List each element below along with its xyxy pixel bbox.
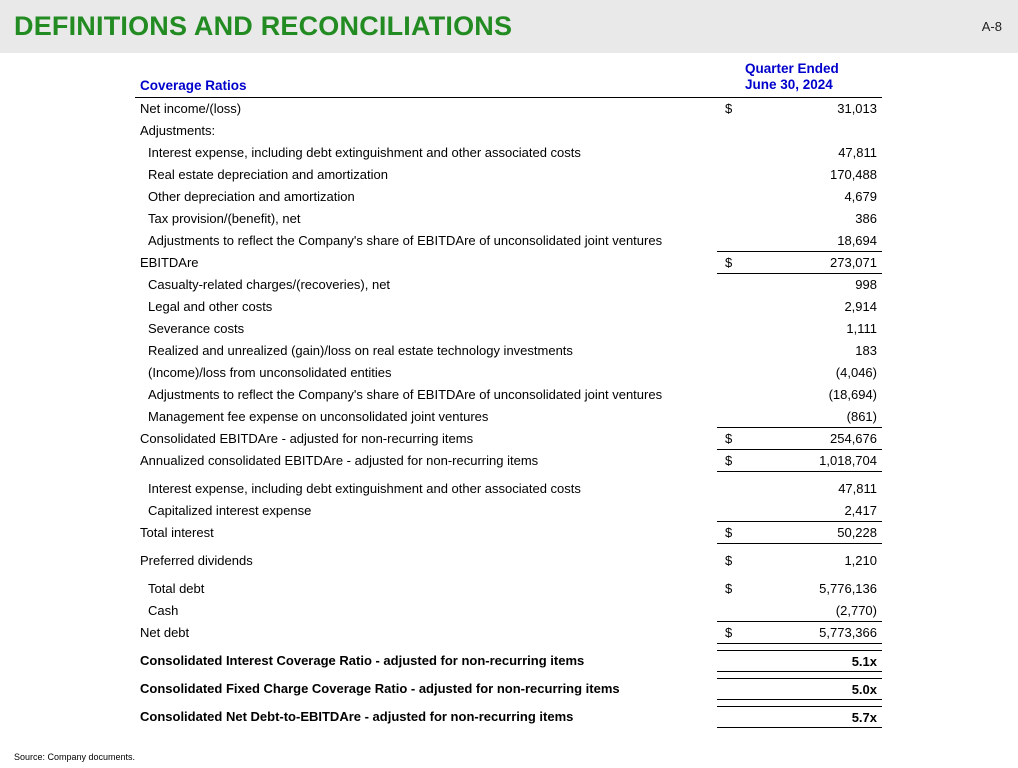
table-row [135, 522, 882, 544]
row-value-group [717, 296, 882, 318]
table-row [135, 98, 882, 120]
row-label: Other depreciation and amortization [148, 189, 355, 204]
row-label: Net debt [140, 625, 190, 640]
row-label: Interest expense, including debt extinguishment and other associated costs [148, 481, 581, 496]
row-value: 170,488 [830, 167, 877, 182]
row-value: 998 [855, 277, 877, 292]
row-label: Adjustments to reflect the Company's share of EBITDAre of unconsolidated joint ventures [148, 387, 663, 402]
row-value-group [717, 706, 882, 728]
row-value-group [717, 450, 882, 472]
column-header-period [717, 61, 882, 93]
table-row [135, 478, 882, 500]
row-value-group [717, 208, 882, 230]
row-label: Total interest [140, 525, 214, 540]
row-value: 18,694 [837, 233, 877, 248]
table-row [135, 296, 882, 318]
table-row [135, 208, 882, 230]
row-label: Consolidated Fixed Charge Coverage Ratio - adjusted for non-recurring items [140, 681, 620, 696]
source-note: Source: Company documents. [14, 752, 136, 762]
row-value: 47,811 [838, 481, 877, 496]
row-label: Capitalized interest expense [148, 503, 312, 518]
row-label: Annualized consolidated EBITDAre - adjusted for non-recurring items [140, 453, 539, 468]
row-value: 5,776,136 [819, 581, 877, 596]
table-row [135, 340, 882, 362]
row-value-group [717, 522, 882, 544]
row-value-group [717, 340, 882, 362]
dollar-sign: $ [725, 431, 733, 446]
row-label: EBITDAre [140, 255, 199, 270]
row-value-group [717, 600, 882, 622]
row-value: 1,018,704 [819, 453, 877, 468]
dollar-sign: $ [725, 525, 733, 540]
table-row [135, 450, 882, 472]
row-value-group [717, 186, 882, 208]
row-value: 31,013 [837, 101, 877, 116]
period-header-line-2: June 30, 2024 [745, 77, 833, 92]
table-row [135, 622, 882, 644]
row-value: 273,071 [830, 255, 877, 270]
table-row [135, 164, 882, 186]
table-row [135, 186, 882, 208]
table-row [135, 362, 882, 384]
row-value: 5,773,366 [819, 625, 877, 640]
row-value-group [717, 120, 882, 142]
row-value-group [717, 578, 882, 600]
row-value-group [717, 362, 882, 384]
row-value-group [717, 142, 882, 164]
page-title: DEFINITIONS AND RECONCILIATIONS [14, 11, 513, 41]
table-row [135, 142, 882, 164]
row-value: 47,811 [838, 145, 877, 160]
table-row [135, 578, 882, 600]
table-row [135, 550, 882, 572]
row-label: Consolidated Interest Coverage Ratio - adjusted for non-recurring items [140, 653, 585, 668]
row-value-group [717, 650, 882, 672]
table-row [135, 650, 882, 672]
row-value: 183 [855, 343, 877, 358]
row-value: 2,417 [844, 503, 877, 518]
row-value-group [717, 230, 882, 252]
row-value-group [717, 318, 882, 340]
table-row [135, 252, 882, 274]
row-value-group [717, 274, 882, 296]
dollar-sign: $ [725, 453, 733, 468]
row-label: Cash [148, 603, 179, 618]
table-row [135, 406, 882, 428]
period-header-line-1: Quarter Ended [745, 61, 839, 76]
table-body [135, 98, 882, 728]
table-row [135, 428, 882, 450]
row-label: Adjustments to reflect the Company's share of EBITDAre of unconsolidated joint ventures [148, 233, 663, 248]
dollar-sign: $ [725, 625, 733, 640]
row-label: Preferred dividends [140, 553, 253, 568]
row-label: Net income/(loss) [140, 101, 242, 116]
table-row [135, 384, 882, 406]
row-value-group [717, 406, 882, 428]
row-label: Adjustments: [140, 123, 216, 138]
dollar-sign: $ [725, 255, 733, 270]
row-value: 5.0x [851, 682, 877, 697]
row-value: 386 [855, 211, 877, 226]
row-value: (2,770) [835, 603, 877, 618]
table-row [135, 230, 882, 252]
row-value: 1,210 [844, 553, 877, 568]
row-value: 1,111 [846, 321, 877, 336]
row-value: 5.1x [851, 654, 877, 669]
row-label: Consolidated EBITDAre - adjusted for non-recurring items [140, 431, 474, 446]
row-value-group [717, 500, 882, 522]
column-header-coverage-ratios: Coverage Ratios [140, 78, 247, 93]
row-label: Casualty-related charges/(recoveries), net [148, 277, 391, 292]
row-label: Legal and other costs [148, 299, 273, 314]
row-label: Real estate depreciation and amortization [148, 167, 388, 182]
row-value-group [717, 98, 882, 120]
row-value-group [717, 622, 882, 644]
dollar-sign: $ [725, 581, 733, 596]
row-value: (18,694) [828, 387, 877, 402]
row-value-group [717, 678, 882, 700]
dollar-sign: $ [725, 101, 733, 116]
table-row [135, 706, 882, 728]
page-number: A-8 [981, 19, 1002, 34]
row-label: Interest expense, including debt extinguishment and other associated costs [148, 145, 581, 160]
row-label: Realized and unrealized (gain)/loss on real estate technology investments [148, 343, 573, 358]
table-row [135, 500, 882, 522]
row-value: 4,679 [844, 189, 877, 204]
content-area [135, 59, 882, 728]
coverage-ratios-table [135, 59, 882, 728]
row-value-group [717, 550, 882, 572]
row-value-group [717, 164, 882, 186]
row-value: 2,914 [844, 299, 877, 314]
row-value: (4,046) [835, 365, 877, 380]
table-row [135, 120, 882, 142]
row-value: 5.7x [851, 710, 877, 725]
table-header-row [135, 59, 882, 98]
row-value-group [717, 478, 882, 500]
row-label: Tax provision/(benefit), net [148, 211, 301, 226]
row-label: (Income)/loss from unconsolidated entities [148, 365, 392, 380]
row-label: Severance costs [148, 321, 245, 336]
dollar-sign: $ [725, 553, 733, 568]
table-row [135, 678, 882, 700]
row-value: 254,676 [830, 431, 877, 446]
row-value: 50,228 [837, 525, 877, 540]
row-label: Management fee expense on unconsolidated joint ventures [148, 409, 489, 424]
row-value-group [717, 428, 882, 450]
table-row [135, 274, 882, 296]
row-value-group [717, 384, 882, 406]
row-value-group [717, 252, 882, 274]
title-bar [0, 0, 1018, 53]
row-value: (861) [846, 409, 877, 424]
row-label: Consolidated Net Debt-to-EBITDAre - adjusted for non-recurring items [140, 709, 574, 724]
table-row [135, 318, 882, 340]
table-row [135, 600, 882, 622]
row-label: Total debt [148, 581, 205, 596]
